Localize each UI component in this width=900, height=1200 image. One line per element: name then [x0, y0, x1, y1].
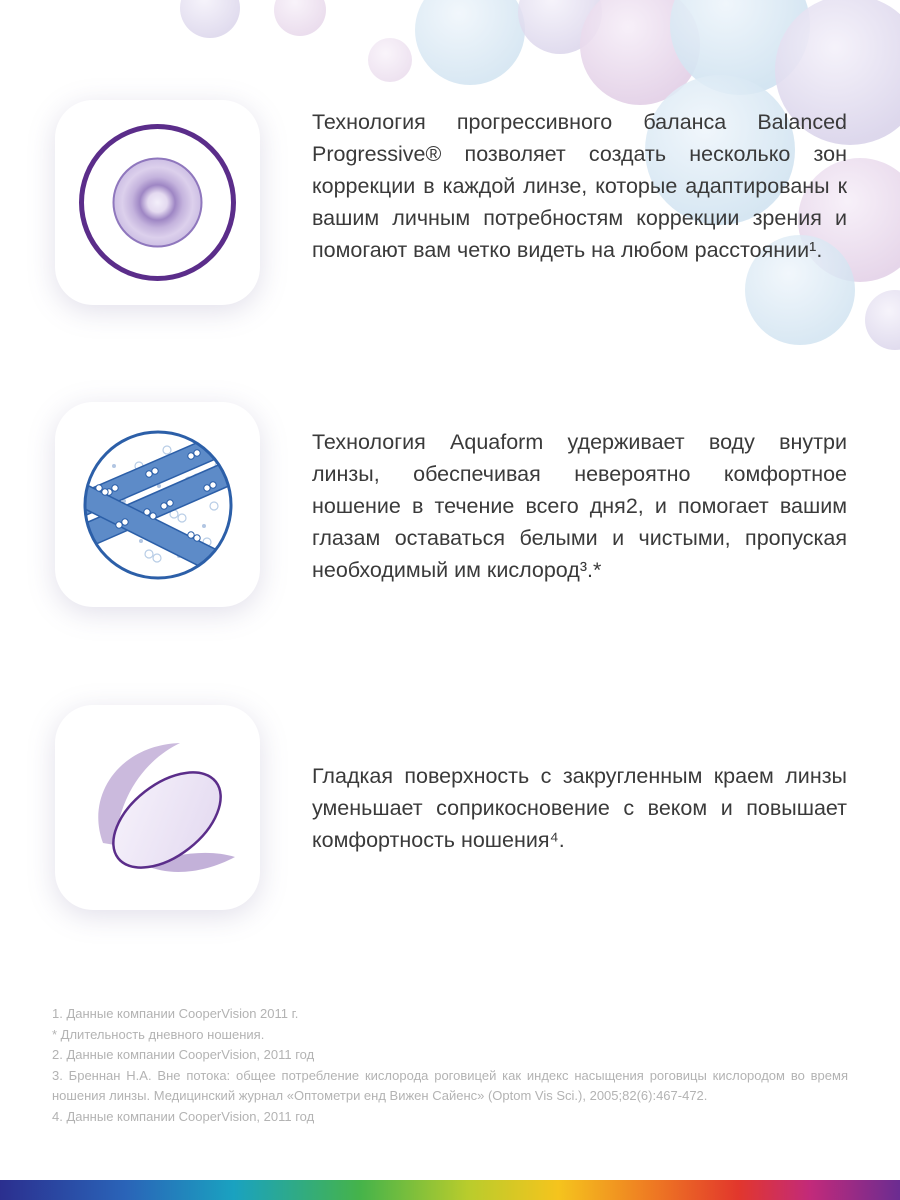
aquaform-molecule-icon: [79, 426, 237, 584]
lens-edge-icon: [75, 725, 240, 890]
footnote-4: 4. Данные компании CooperVision, 2011 год: [52, 1108, 315, 1124]
feature-text-aquaform: Технология Aquaform удерживает воду внутри линзы, обеспечивая невероятно комфортное ношение в течение всего дня2, и помогает вашим глазам оставаться белыми и чистыми, пропуская необходимый им кислород³.*: [312, 430, 847, 582]
footnote-asterisk: * Длительность дневного ношения.: [52, 1026, 265, 1042]
footnotes: [52, 1004, 848, 1127]
rainbow-bar: [0, 1180, 900, 1200]
feature-card-aquaform: [55, 402, 260, 607]
feature-text-progressive: Технология прогрессивного баланса Balanced Progressive® позволяет создать несколько зон коррекции в каждой линзе, которые адаптированы к вашим личным потребностям коррекции зрения и помогают вам четко видеть на любом расстоянии¹.: [312, 110, 847, 262]
footnote-2: 2. Данные компании CooperVision, 2011 год: [52, 1047, 315, 1062]
footnote-3: 3. Бреннан Н.А. Вне потока: общее потребление кислорода роговицей как индекс насыщения роговицы кислородом во время ношения линзы. Медицинский журнал «Оптометри енд Вижен Сайенс» (Optom Vis Sci.), 2005;82(6):467-472.: [52, 1067, 848, 1103]
footnote-1: 1. Данные компании CooperVision 2011 г.: [52, 1006, 299, 1021]
feature-card-progressive: [55, 100, 260, 305]
feature-card-lens-edge: [55, 705, 260, 910]
feature-text-lens-edge: Гладкая поверхность с закругленным краем линзы уменьшает соприкосновение с веком и повышает комфортность ношения⁴.: [312, 764, 847, 852]
progressive-lens-icon: [75, 120, 240, 285]
